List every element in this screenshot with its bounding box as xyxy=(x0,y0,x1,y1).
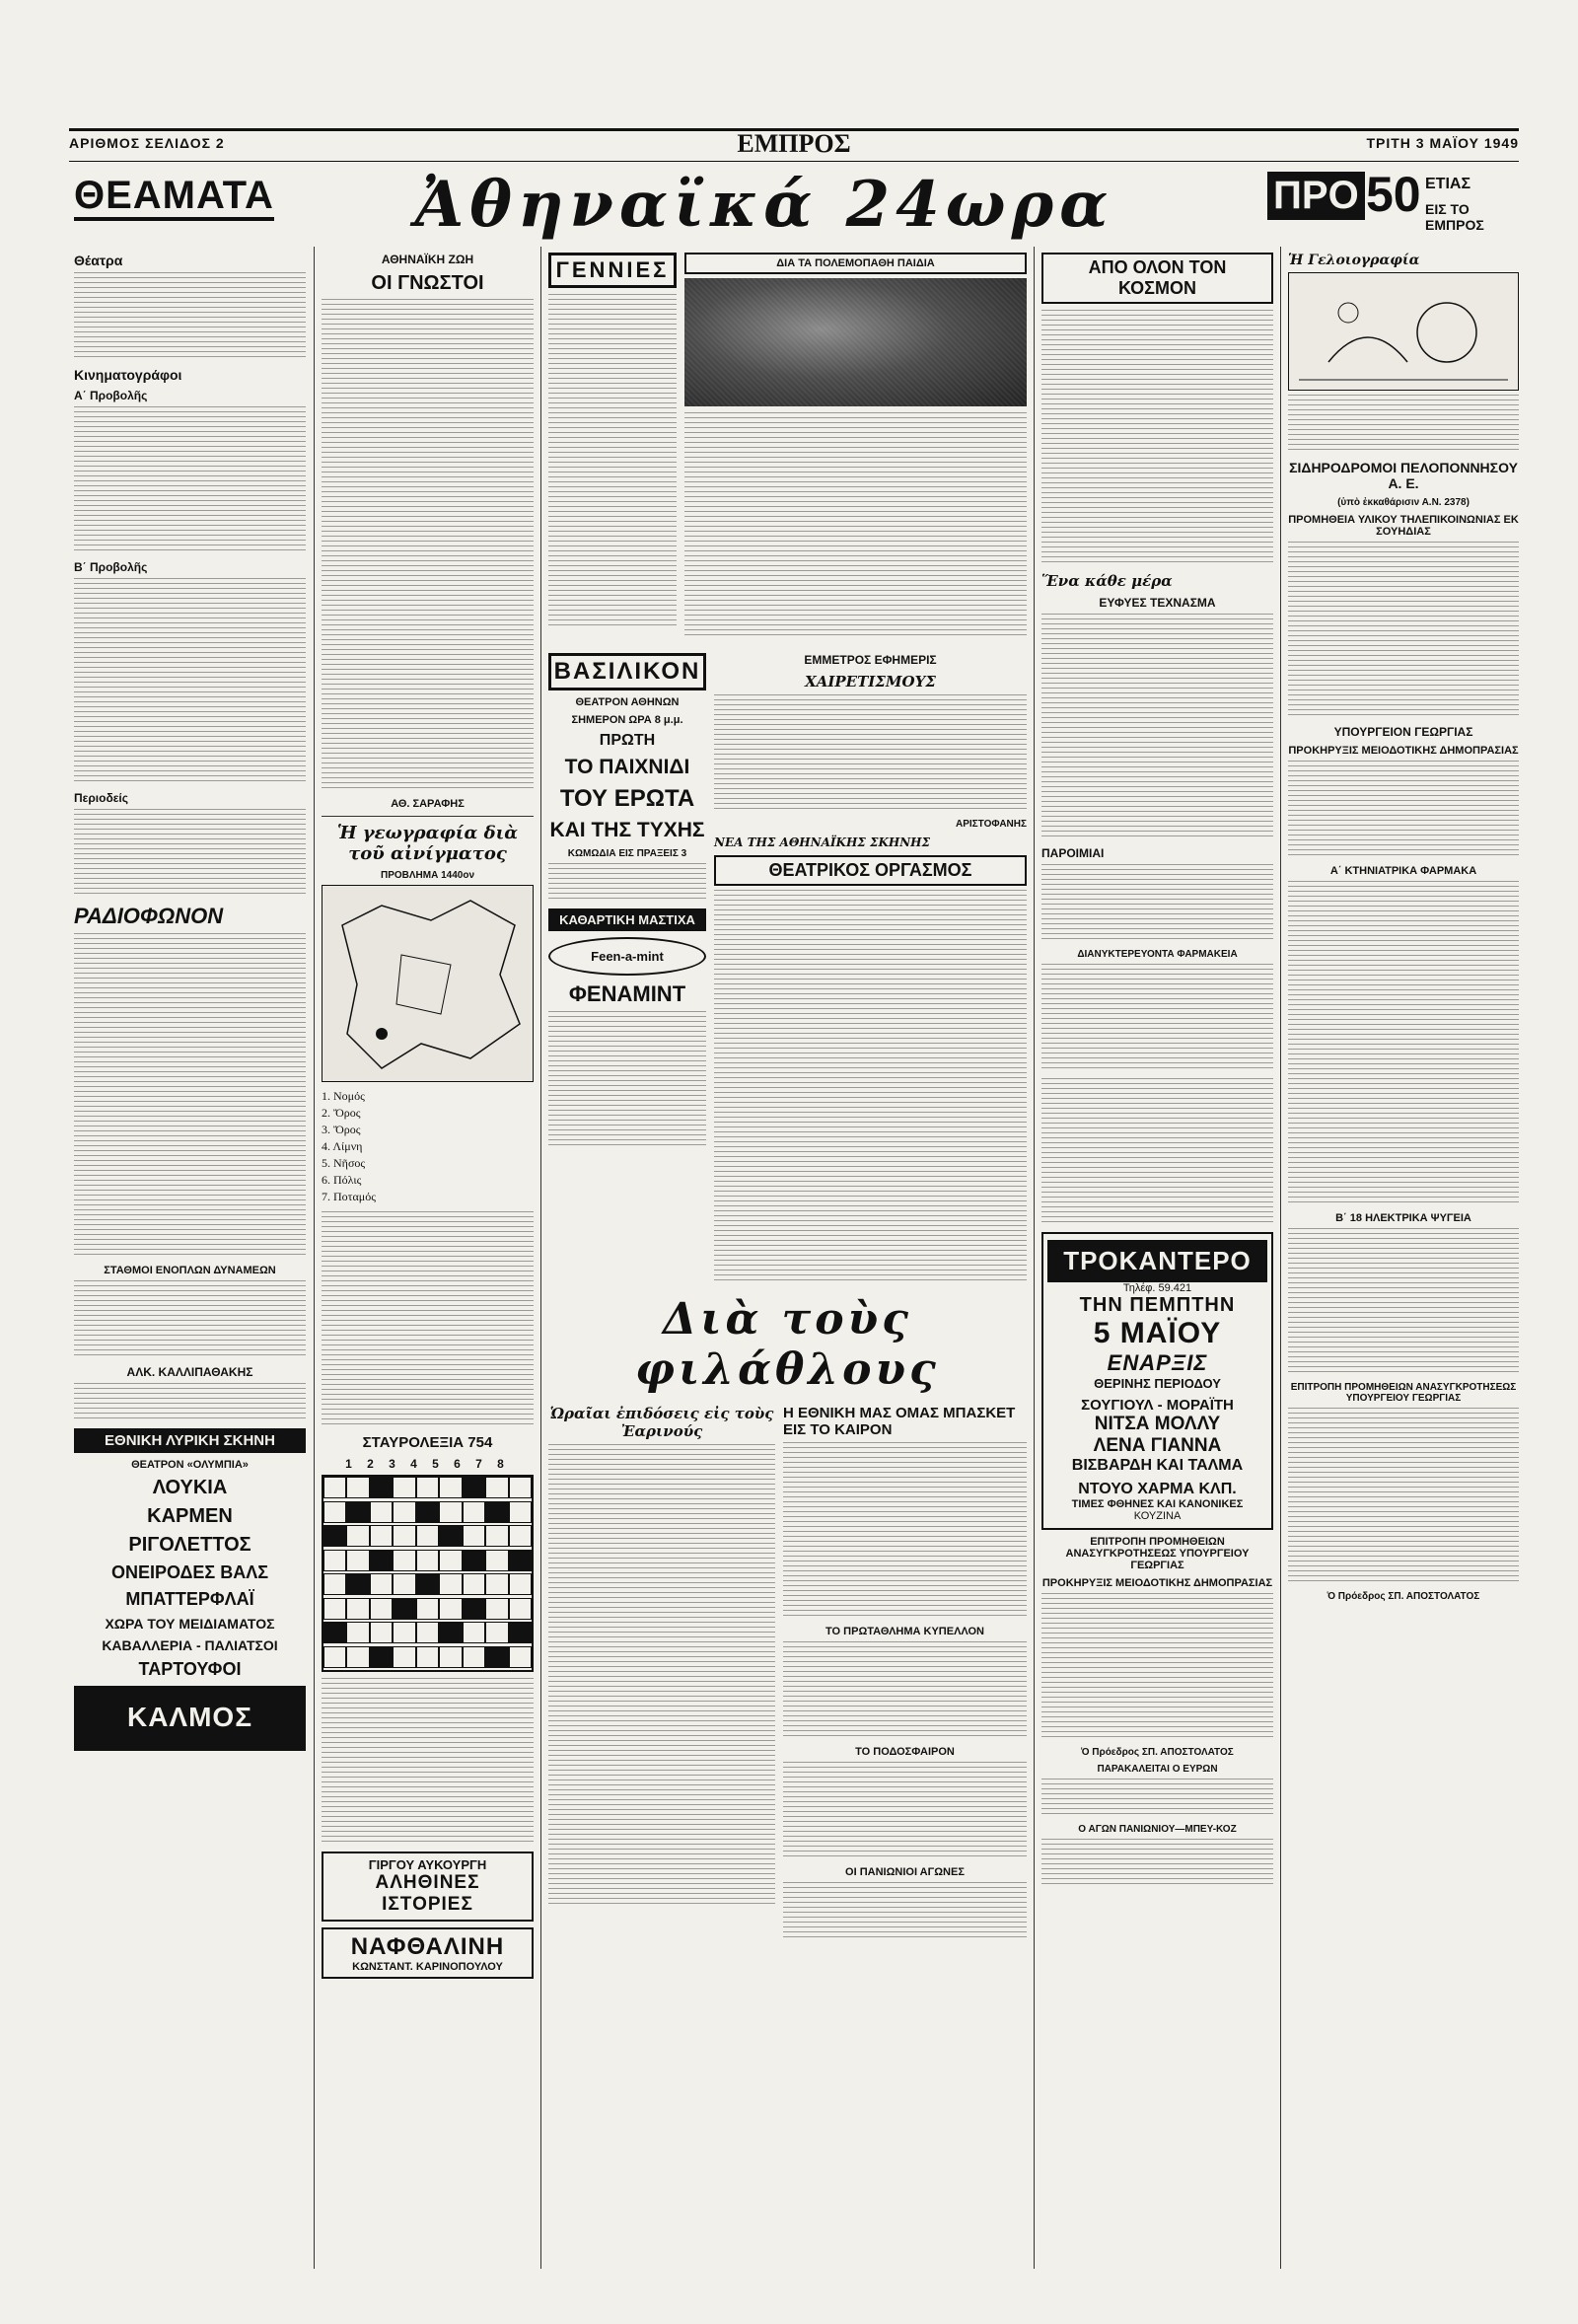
oraioi-text xyxy=(548,1444,775,1908)
column-athinaiki xyxy=(322,247,534,1985)
column-rule xyxy=(1034,247,1035,2269)
war-children-photo xyxy=(684,278,1027,406)
naftalini-ad xyxy=(322,1927,534,1979)
photo-caption-heading: ΔΙΑ ΤΑ ΠΟΛΕΜΟΠΑΘΗ ΠΑΙΔΙΑ xyxy=(684,253,1027,274)
trokadero-nitsa: ΝΙΤΣΑ ΜΟΛΛΥ xyxy=(1094,1414,1221,1434)
vasilikon-time: ΣΗΜΕΡΟΝ ΩΡΑ 8 μ.μ. xyxy=(571,714,683,726)
stavroleksia-heading: ΣΤΑΥΡΟΛΕΞΙΑ 754 xyxy=(362,1434,493,1451)
column-rule xyxy=(314,247,315,2269)
ethniki-heading: Η ΕΘΝΙΚΗ ΜΑΣ ΟΜΑΣ ΜΠΑΣΚΕΤ ΕΙΣ ΤΟ ΚΑΙΡΟΝ xyxy=(783,1405,1016,1438)
nea-skini-heading: ΝΕΑ ΤΗΣ ΑΘΗΝΑΪΚΗΣ ΣΚΗΝΗΣ xyxy=(714,835,930,849)
cartoon-icon xyxy=(1289,273,1518,390)
list-item: 7. Ποταμός xyxy=(322,1190,376,1203)
farmakeion-name: ΚΩΝΣΤΑΝΤ. ΚΑΡΙΝΟΠΟΥΛΟΥ xyxy=(352,1961,503,1973)
trokadero-kouzina: ΚΟΥΖΙΝΑ xyxy=(1133,1510,1182,1522)
periodos-text xyxy=(74,809,306,898)
issue-date: ΤΡΙΤΗ 3 ΜΑΪΟΥ 1949 xyxy=(1366,135,1519,151)
apo-olon-text xyxy=(1041,310,1273,566)
eyfyes-text xyxy=(1041,614,1273,840)
pro-label: ΠΡΟ xyxy=(1267,172,1365,220)
column-theamata xyxy=(74,247,306,1757)
trokadero-enarxis: ΕΝΑΡΞΙΣ xyxy=(1107,1350,1208,1375)
feenamint-logo xyxy=(548,937,706,976)
panionioi-heading: ΟΙ ΠΑΝΙΩΝΙΟΙ ΑΓΩΝΕΣ xyxy=(845,1866,965,1878)
gennies-heading: ΓΕΝΝΙΕΣ xyxy=(548,253,677,288)
apo-olon-heading: ΑΠΟ ΟΛΟΝ ΤΟΝ ΚΟΣΜΟΝ xyxy=(1041,253,1273,304)
kypellon-heading: ΤΟ ΠΡΩΤΑΘΛΗΜΑ ΚΥΠΕΛΛΟΝ xyxy=(825,1626,984,1637)
vasilikon-heading: ΒΑΣΙΛΙΚΟΝ xyxy=(548,653,706,690)
panionioi-text xyxy=(783,1882,1027,1941)
gyrgou-label: ΓΙΡΓΟΥ ΑΥΚΟΥΡΓΗ xyxy=(368,1857,487,1872)
sidirodromoi-heading: ΣΙΔΗΡΟΔΡΟΜΟΙ ΠΕΛΟΠΟΝΝΗΣΟΥ Α. Ε. xyxy=(1289,460,1518,491)
etias-label: ΕΤΙΑΣ xyxy=(1425,176,1471,192)
opera-karmen: ΚΑΡΜΕΝ xyxy=(147,1505,233,1527)
column-notices xyxy=(1288,247,1519,1606)
crossword-clues xyxy=(322,1678,534,1846)
lyseis-text xyxy=(322,1211,534,1428)
list-item: 6. Πόλις xyxy=(322,1173,362,1187)
a-provoles-heading: Α΄ Προβολῆς xyxy=(74,389,148,402)
parakaleitai-text xyxy=(1041,1779,1273,1818)
b-provoles-heading: Β΄ Προβολῆς xyxy=(74,560,148,574)
oi-gnostoi-text xyxy=(322,299,534,792)
lyriki-heading: ΕΘΝΙΚΗ ΛΥΡΙΚΗ ΣΚΗΝΗ xyxy=(74,1428,306,1453)
ena-kathe-heading: Ἕνα κάθε μέρα xyxy=(1041,572,1173,590)
kinimatografoi-heading: Κινηματογράφοι xyxy=(74,367,182,383)
xairetismous-text xyxy=(714,694,1027,813)
paroimiai-text xyxy=(1041,864,1273,943)
epitropi-heading: ΕΠΙΤΡΟΠΗ ΠΡΟΜΗΘΕΙΩΝ ΑΝΑΣΥΓΚΡΟΤΗΣΕΩΣ ΥΠΟΥΡΓΕΙΟΥ ΓΕΩΡΓΙΑΣ xyxy=(1065,1536,1250,1571)
vasilikon-theatre: ΘΕΑΤΡΟΝ ΑΘΗΝΩΝ xyxy=(575,696,680,708)
theamata-heading: ΘΕΑΜΑΤΑ xyxy=(74,174,271,229)
opera-loukia: ΛΟΥΚΙΑ xyxy=(152,1477,228,1498)
vasilikon-proti: ΠΡΩΤΗ xyxy=(599,732,656,749)
title-band xyxy=(74,168,1519,241)
list-item: 1. Νομός xyxy=(322,1089,365,1103)
trokadero-soutzouka: ΣΟΥΓΙΟΥΛ - ΜΟΡΑΪΤΗ xyxy=(1081,1397,1234,1414)
podosfairon-text xyxy=(783,1762,1027,1860)
geloiografia-heading: Ἡ Γελοιογραφία xyxy=(1288,253,1420,268)
podosfairon-heading: ΤΟ ΠΟΔΟΣΦΑΙΡΟΝ xyxy=(855,1746,955,1758)
divider xyxy=(322,816,534,817)
riddle-map xyxy=(322,885,534,1082)
eis-to-label: ΕΙΣ ΤΟ ΕΜΠΡΟΣ xyxy=(1425,201,1484,233)
ethniki-text xyxy=(783,1442,1027,1620)
parakaleitai-heading: ΠΑΡΑΚΑΛΕΙΤΑΙ Ο ΕΥΡΩΝ xyxy=(1097,1764,1218,1775)
gennies-text xyxy=(548,294,677,629)
author-name: ΑΘ. ΣΑΡΑΦΗΣ xyxy=(391,798,465,810)
director-text xyxy=(74,1383,306,1422)
b-provoles-text xyxy=(74,578,306,785)
prokiryxeis-heading: ΠΡΟΚΗΡΥΞΙΣ ΜΕΙΟΔΟΤΙΚΗΣ ΔΗΜΟΠΡΑΣΙΑΣ xyxy=(1288,745,1519,757)
a-ktin-heading: Α΄ ΚΤΗΝΙΑΤΡΙΚΑ ΦΑΡΜΑΚΑ xyxy=(1329,865,1477,877)
opera-oneiro: ΟΝΕΙΡΟΔΕΣ ΒΑΛΣ xyxy=(110,1562,269,1582)
oi-gnostoi-heading: ΟΙ ΓΝΩΣΤΟΙ xyxy=(371,272,484,294)
list-item: 2. Ὄρος xyxy=(322,1106,361,1120)
fifty-years-ago-box xyxy=(1267,167,1519,237)
emmetros-heading: ΕΜΜΕΤΡΟΣ ΕΦΗΜΕΡΙΣ xyxy=(804,653,937,667)
trokadero-lena: ΛΕΝΑ ΓΙΑΝΝΑ xyxy=(1093,1435,1222,1456)
feenamint-name: Feen-a-mint xyxy=(591,949,664,964)
epitropi-proedros: Ὁ Πρόεδρος ΣΠ. ΑΠΟΣΤΟΛΑΤΟΣ xyxy=(1081,1747,1234,1758)
paroimiai-heading: ΠΑΡΟΙΜΙΑΙ xyxy=(1041,846,1105,860)
epitropi2-heading: ΕΠΙΤΡΟΠΗ ΠΡΟΜΗΘΕΙΩΝ ΑΝΑΣΥΓΚΡΟΤΗΣΕΩΣ ΥΠΟΥΡΓΕΙΟΥ ΓΕΩΡΓΙΑΣ xyxy=(1290,1382,1517,1404)
puzzle-numbers: 1 2 3 4 5 6 7 8 xyxy=(345,1457,510,1471)
play-komodia: ΚΩΜΩΔΙΑ ΕΙΣ ΠΡΑΞΕΙΣ 3 xyxy=(567,848,687,859)
director-name: ΑΛΚ. ΚΑΛΛΙΠΑΘΑΚΗΣ xyxy=(126,1365,253,1379)
cartoon-caption xyxy=(1288,395,1519,454)
filathlous-heading: Διὰ τοὺς φιλάθλους xyxy=(635,1294,940,1395)
trokadero-date: 5 ΜΑΪΟΥ xyxy=(1093,1317,1222,1349)
masthead xyxy=(69,128,1519,162)
page-number: ΑΡΙΘΜΟΣ ΣΕΛΙΔΟΣ 2 xyxy=(69,135,225,151)
play-paixnidi: ΤΟ ΠΑΙΧΝΙΔΙ xyxy=(564,756,690,778)
prokirixi-heading: ΠΡΟΚΗΡΥΞΙΣ ΜΕΙΟΔΟΤΙΚΗΣ ΔΗΜΟΠΡΑΣΙΑΣ xyxy=(1041,1577,1273,1589)
opera-xora: ΧΩΡΑ ΤΟΥ ΜΕΙΔΙΑΜΑΤΟΣ xyxy=(105,1616,275,1632)
periodos-heading: Περιοδείς xyxy=(74,791,128,805)
radiofonon-heading: ΡΑΔΙΟΦΩΝΟΝ xyxy=(74,904,224,928)
b-ilektrika-text xyxy=(1288,1228,1519,1376)
theatrikos-text xyxy=(714,890,1027,1284)
play-tyxis: ΚΑΙ ΤΗΣ ΤΥΧΗΣ xyxy=(549,819,705,841)
eyfyes-heading: ΕΥΦΥΕΣ ΤΕΧΝΑΣΜΑ xyxy=(1099,596,1216,610)
provlima-label: ΠΡΟΒΛΗΜΑ 1440ον xyxy=(380,870,475,881)
kathartiki-heading: ΚΑΘΑΡΤΙΚΗ ΜΑΣΤΙΧΑ xyxy=(548,908,706,931)
theatrikos-heading: ΘΕΑΤΡΙΚΟΣ ΟΡΓΑΣΜΟΣ xyxy=(714,855,1027,886)
stathmoi-text xyxy=(74,1280,306,1359)
column-rule xyxy=(1280,247,1281,2269)
prokiryxeis-text xyxy=(1288,761,1519,859)
theatra-text xyxy=(74,272,306,361)
oraioi-heading: Ὡραῖαι ἐπιδόσεις εἰς τοὺς Ἐαρινούς xyxy=(549,1405,774,1440)
naftalini-brand: ΝΑΦΘΑΛΙΝΗ xyxy=(350,1933,505,1960)
years-number: 50 xyxy=(1366,167,1421,222)
crossword-grid xyxy=(322,1475,534,1672)
olympia-theatre: ΘΕΑΤΡΟΝ «ΟΛΥΜΠΙΑ» xyxy=(131,1459,249,1471)
photo-text xyxy=(684,412,1027,639)
kypellon-text xyxy=(783,1641,1027,1740)
newspaper-name: ΕΜΠΡΟΣ xyxy=(737,129,851,158)
fenamint-text xyxy=(548,1011,706,1149)
promithia-text xyxy=(1288,542,1519,719)
b-ilektrika-heading: Β΄ 18 ΗΛΕΚΤΡΙΚΑ ΨΥΓΕΙΑ xyxy=(1335,1212,1471,1224)
alithines-istories-ad xyxy=(322,1852,534,1922)
a-provoles-text xyxy=(74,406,306,554)
opera-kavalleria: ΚΑΒΑΛΛΕΡΙΑ - ΠΑΛΙΑΤΣΟΙ xyxy=(102,1637,278,1653)
cartoon-drawing xyxy=(1288,272,1519,391)
diany-text xyxy=(1041,964,1273,1072)
ypourgeion-heading: ΥΠΟΥΡΓΕΙΟΝ ΓΕΩΡΓΙΑΣ xyxy=(1333,725,1473,739)
aristofanis-signature: ΑΡΙΣΤΟΦΑΝΗΣ xyxy=(956,819,1027,830)
panionios-text xyxy=(1041,1839,1273,1888)
opera-tartouf: ΤΑΡΤΟΥΦΟΙ xyxy=(138,1659,242,1679)
epitropi2-text xyxy=(1288,1408,1519,1585)
kalmos-ad xyxy=(74,1686,306,1751)
column-rule xyxy=(540,247,541,2269)
trokadero-ad xyxy=(1041,1232,1273,1530)
trokadero-times: ΤΙΜΕΣ ΦΘΗΝΕΣ ΚΑΙ ΚΑΝΟΝΙΚΕΣ xyxy=(1071,1498,1244,1510)
a-ktin-list xyxy=(1288,881,1519,1206)
opera-rigoletto: ΡΙΓΟΛΕΤΤΟΣ xyxy=(128,1534,251,1556)
prokirixi-text xyxy=(1041,1593,1273,1741)
section-title: Ἀθηναϊκά 24ωρα xyxy=(414,168,1114,242)
list-item: 4. Λίμνη xyxy=(322,1139,363,1153)
stathmoi-heading: ΣΤΑΘΜΟΙ ΕΝΟΠΛΩΝ ΔΥΝΑΜΕΩΝ xyxy=(104,1265,276,1276)
ekkathar-label: (ὑπὸ ἐκκαθάρισιν Α.Ν. 2378) xyxy=(1337,497,1470,508)
column-main xyxy=(548,247,1027,1941)
column-world xyxy=(1041,247,1273,1888)
map-outline-icon xyxy=(323,886,533,1081)
kalmos-brand: ΚΑΛΜΟΣ xyxy=(126,1702,253,1732)
radiofonon-text xyxy=(74,933,306,1259)
list-item: 5. Νῆσος xyxy=(322,1156,366,1170)
promithia-heading: ΠΡΟΜΗΘΕΙΑ ΥΛΙΚΟΥ ΤΗΛΕΠΙΚΟΙΝΩΝΙΑΣ ΕΚ ΣΟΥΗΔΙΑΣ xyxy=(1288,514,1519,538)
trokadero-ntouo: ΝΤΟΥΟ ΧΑΡΜΑ ΚΛΠ. xyxy=(1078,1481,1237,1497)
theatra-heading: Θέατρα xyxy=(74,253,123,268)
geografia-heading: Ἡ γεωγραφία διὰ τοῦ αἰνίγματος xyxy=(336,823,519,864)
trokadero-therini: ΘΕΡΙΝΗΣ ΠΕΡΙΟΔΟΥ xyxy=(1094,1376,1221,1391)
trokadero-pempti: ΤΗΝ ΠΕΜΠΤΗΝ xyxy=(1079,1294,1236,1316)
opera-butterfly: ΜΠΑΤΤΕΡΦΛΑΪ xyxy=(125,1589,254,1609)
fenamint-heading: ΦΕΝΑΜΙΝΤ xyxy=(568,981,686,1006)
diany-heading: ΔΙΑΝΥΚΤΕΡΕΥΟΝΤΑ ΦΑΡΜΑΚΕΙΑ xyxy=(1077,949,1238,960)
list-item: 3. Ὄρος xyxy=(322,1123,361,1136)
athinaiki-zoi-heading: ΑΘΗΝΑΪΚΗ ΖΩΗ xyxy=(381,253,474,266)
panionios-heading: Ο ΑΓΩΝ ΠΑΝΙΩΝΙΟΥ—ΜΠΕΥ-ΚΟΖ xyxy=(1078,1824,1237,1835)
proedros2-signature: Ὁ Πρόεδρος ΣΠ. ΑΠΟΣΤΟΛΑΤΟΣ xyxy=(1327,1591,1480,1602)
riddle-list xyxy=(322,1088,534,1205)
trokadero-name: ΤΡΟΚΑΝΤΕΡΟ xyxy=(1047,1240,1267,1282)
play-erota: ΤΟΥ ΕΡΩΤΑ xyxy=(559,785,695,812)
vasilikon-credits xyxy=(548,863,706,903)
misc-text xyxy=(1041,1078,1273,1226)
alithines-title: ΑΛΗΘΙΝΕΣ ΙΣΤΟΡΙΕΣ xyxy=(375,1872,480,1915)
trokadero-phone: Τηλέφ. 59.421 xyxy=(1122,1282,1192,1294)
trokadero-visvardi: ΒΙΣΒΑΡΔΗ ΚΑΙ ΤΑΛΜΑ xyxy=(1071,1457,1244,1474)
xairetismous-heading: ΧΑΙΡΕΤΙΣΜΟΥΣ xyxy=(805,673,936,690)
